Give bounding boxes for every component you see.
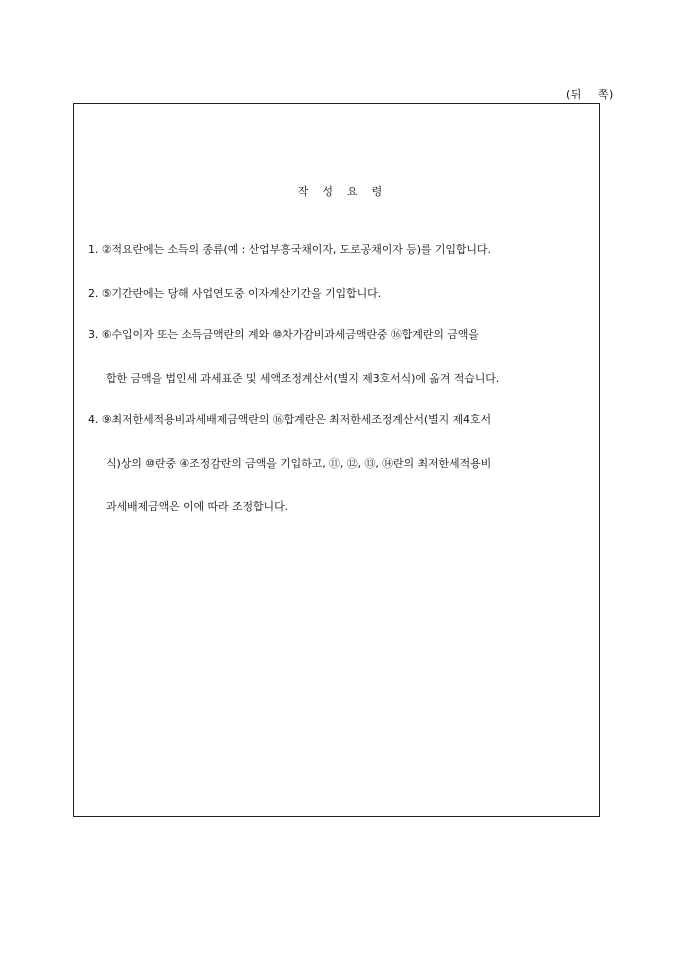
item-3-line-2: 합한 금액을 법인세 과세표준 및 세액조정계산서(별지 제3호서식)에 옮겨 적습니다. (106, 372, 500, 385)
item-4-line-2: 식)상의 ⑩란중 ④조정감란의 금액을 기입하고, ⑪, ⑫, ⑬, ⑭란의 최저한세적용비 (106, 457, 492, 470)
item-4-line-1: 4. ⑨최저한세적용비과세배제금액란의 ⑯합계란은 최저한세조정계산서(별지 제4호서 (88, 413, 491, 426)
page-side-label: (뒤 쪽) (566, 88, 614, 101)
instructions-heading: 작 성 요 령 (297, 185, 383, 198)
item-3-line-1: 3. ⑥수입이자 또는 소득금액란의 계와 ⑩차가감비과세금액란중 ⑯합계란의 금액을 (88, 328, 479, 341)
item-1-line-1: 1. ②적요란에는 소득의 종류(예 : 산업부흥국채이자, 도로공채이자 등)를 기입합니다. (88, 243, 491, 256)
item-4-line-3: 과세배제금액은 이에 따라 조정합니다. (106, 500, 289, 513)
item-2-line-1: 2. ⑤기간란에는 당해 사업연도중 이자계산기간을 기입합니다. (88, 287, 382, 300)
